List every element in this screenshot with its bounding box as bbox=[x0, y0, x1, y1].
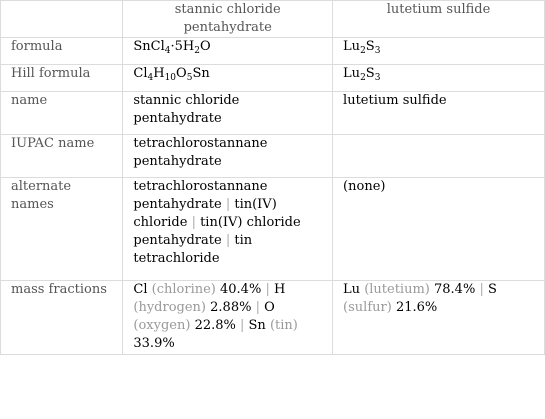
mass-fraction-value: 40.4% bbox=[220, 282, 262, 297]
formula-part: Cl bbox=[150, 39, 165, 54]
alternate-name: tin tetrachloride bbox=[133, 233, 253, 266]
mass-fraction-value: 22.8% bbox=[194, 318, 236, 333]
mass-fractions-a bbox=[123, 281, 333, 355]
formula-subscript: 2 bbox=[194, 46, 200, 56]
element-symbol: Cl bbox=[133, 282, 152, 297]
row-label-alternate-names: alternate names bbox=[1, 178, 123, 281]
row-label-name: name bbox=[1, 92, 123, 135]
row-label-hill-formula: Hill formula bbox=[1, 65, 123, 92]
formula-subscript: 2 bbox=[360, 73, 366, 83]
formula-part: S bbox=[365, 39, 375, 54]
table-row bbox=[1, 178, 545, 281]
column-header-compound-b: lutetium sulfide bbox=[333, 1, 545, 38]
formula-subscript: 4 bbox=[164, 46, 171, 56]
formula-part: ·5H bbox=[170, 39, 195, 54]
table-row bbox=[1, 38, 545, 65]
row-label-iupac-name: IUPAC name bbox=[1, 135, 123, 178]
hill-formula-b bbox=[333, 65, 545, 92]
formula-a bbox=[123, 38, 333, 65]
element-name: (sulfur) bbox=[343, 300, 396, 315]
element-symbol: O bbox=[264, 300, 275, 315]
element-symbol: Lu bbox=[343, 282, 365, 297]
table-row bbox=[1, 281, 545, 355]
separator: | bbox=[475, 282, 488, 297]
separator: | bbox=[251, 300, 265, 315]
element-name: (chlorine) bbox=[151, 282, 220, 297]
header-row bbox=[1, 1, 545, 38]
formula-subscript: 4 bbox=[147, 73, 154, 83]
formula-subscript: 2 bbox=[360, 46, 366, 56]
formula-subscript: 5 bbox=[186, 73, 193, 83]
separator: | bbox=[225, 197, 235, 212]
formula-subscript: 3 bbox=[374, 73, 381, 83]
mass-fraction-value: 78.4% bbox=[434, 282, 476, 297]
iupac-name-a: tetrachlorostannane pentahydrate bbox=[123, 135, 333, 178]
formula-part: Lu bbox=[343, 39, 361, 54]
element-name: (hydrogen) bbox=[133, 300, 211, 315]
mass-fraction-value: 21.6% bbox=[395, 300, 438, 315]
separator: | bbox=[225, 233, 235, 248]
formula-part: H bbox=[153, 66, 165, 81]
separator: | bbox=[191, 215, 201, 230]
alternate-name: tin(IV) chloride bbox=[133, 197, 277, 230]
name-b: lutetium sulfide bbox=[333, 92, 545, 135]
row-label-formula: formula bbox=[1, 38, 123, 65]
table-row bbox=[1, 135, 545, 178]
element-name: (oxygen) bbox=[133, 318, 195, 333]
mass-fractions-b bbox=[333, 281, 545, 355]
formula-part: Cl bbox=[133, 66, 148, 81]
formula-part: Sn bbox=[192, 66, 210, 81]
alternate-names-b: (none) bbox=[333, 178, 545, 281]
row-label-mass-fractions: mass fractions bbox=[1, 281, 123, 355]
name-a: stannic chloride pentahydrate bbox=[123, 92, 333, 135]
formula-part: O bbox=[176, 66, 187, 81]
element-name: (tin) bbox=[269, 318, 298, 333]
element-symbol: H bbox=[273, 282, 286, 297]
separator: | bbox=[261, 282, 274, 297]
alternate-name: tetrachlorostannane pentahydrate bbox=[133, 179, 268, 212]
iupac-name-b bbox=[333, 135, 545, 178]
element-name: (lutetium) bbox=[364, 282, 434, 297]
element-symbol: S bbox=[487, 282, 497, 297]
alternate-name: tin(IV) chloride pentahydrate bbox=[133, 215, 301, 248]
table-row bbox=[1, 65, 545, 92]
table-row bbox=[1, 92, 545, 135]
separator: | bbox=[235, 318, 249, 333]
formula-part: Sn bbox=[133, 39, 151, 54]
mass-fraction-value: 2.88% bbox=[210, 300, 252, 315]
formula-subscript: 10 bbox=[164, 73, 177, 83]
element-symbol: Sn bbox=[248, 318, 270, 333]
column-header-compound-a: stannic chloride pentahydrate bbox=[123, 1, 333, 38]
formula-subscript: 3 bbox=[374, 46, 381, 56]
mass-fraction-value: 33.9% bbox=[133, 336, 175, 351]
formula-part: S bbox=[365, 66, 375, 81]
formula-b bbox=[333, 38, 545, 65]
corner-cell bbox=[1, 1, 123, 38]
formula-part: O bbox=[200, 39, 211, 54]
alternate-names-a bbox=[123, 178, 333, 281]
formula-part: Lu bbox=[343, 66, 361, 81]
hill-formula-a bbox=[123, 65, 333, 92]
